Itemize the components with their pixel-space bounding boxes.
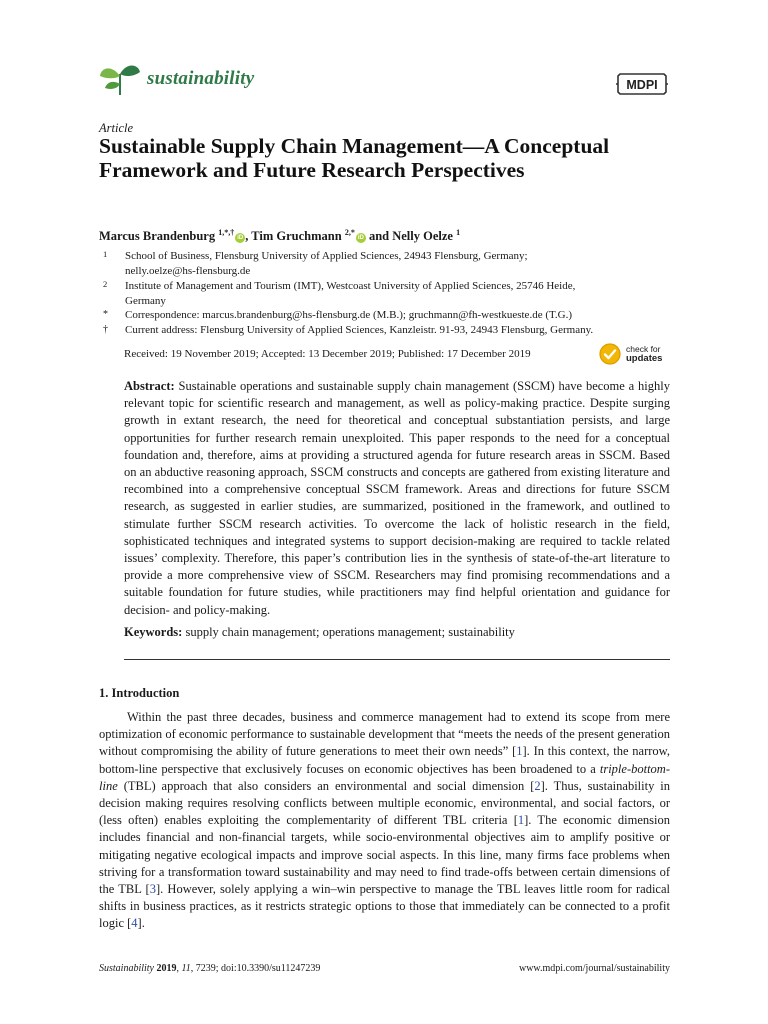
check-updates-icon — [599, 343, 621, 365]
author-list — [99, 228, 460, 244]
orcid-icon[interactable]: iD — [357, 235, 364, 241]
mdpi-logo-icon — [616, 72, 668, 96]
abstract-label: Abstract: — [124, 379, 175, 393]
abstract-text: Sustainable operations and sustainable supply chain management (SSCM) have become a highly relevant topic for scientific research and management, as well as policy-making practice. Despite surging growth in extant research, the need for theoretical and conceptual substantiation persists, and large opportunities for further research remain unexploited. This paper responds to the need for a conceptual foundation and, therefore, aims at providing a structured agenda for future research areas in SSCM. Based on an abductive reasoning approach, SSCM constructs and concepts are gathered from existing literature and recombined into a comprehensive conceptual SSCM framework. Areas and directions for future SSCM research, as suggested in earlier studies, are summarized, positioned in the framework, and outlined to stimulate further SSCM research activities. To overcome the lack of holistic research in the field, sophisticated techniques and integrated systems to support decision-making are required to tackle related issues’ complexity. Therefore, this paper’s contribution lies in the synthesis of state-of-the-art literature to provide a more comprehensive view of SSCM. Researchers may find promising recommendations and a suitable foundation for future studies, while practitioners may find helpful orientation and guidance for decision- and policy-making. — [124, 379, 670, 617]
check-for-updates-button[interactable] — [599, 342, 671, 366]
affiliation-text: Current address: Flensburg University of Applied Sciences, Kanzleistr. 91-93, 24943 Flensburg, Germany. — [125, 324, 594, 336]
affiliation-text: School of Business, Flensburg University of Applied Sciences, 24943 Flensburg, Germany; nelly.oelze@hs-flensburg.de — [125, 250, 528, 277]
paragraph-text: ]. In this context, the narrow, bottom-line perspective that exclusively focuses on economic objectives has been broadened to a — [99, 744, 670, 776]
author-name: Nelly Oelze — [392, 229, 453, 243]
affiliation-mark: † — [103, 324, 108, 335]
citation-link[interactable]: 1 — [516, 744, 523, 759]
citation-link[interactable]: 1 — [517, 813, 525, 828]
paragraph-text: ]. The economic dimension includes financial and non-financial targets, while socio-environmental objectives aim to amplify positive or mitigating negative ecological impacts and improve social aspects. In this line, many firms face problems when striving for a transformation toward sustainability and may need to find trade-offs between certain dimensions of the TBL [ — [99, 813, 670, 897]
article-type: Article — [99, 121, 134, 135]
introduction-paragraph — [99, 709, 670, 933]
author-affiliation-marks: 2,* — [344, 228, 355, 237]
publication-dates: Received: 19 November 2019; Accepted: 13 December 2019; Published: 17 December 2019 — [124, 348, 531, 360]
article-title: Sustainable Supply Chain Management—A Conceptual Framework and Future Research Perspectives — [99, 134, 610, 182]
footer-journal: Sustainability — [99, 963, 154, 974]
citation-footer: Sustainability 2019, 11, 7239; doi:10.3390/su11247239 — [99, 963, 321, 974]
paragraph-text: (TBL) approach that also considers an environmental and social dimension [ — [117, 778, 535, 793]
mdpi-logo-text: MDPI — [626, 78, 658, 92]
author-separator: and — [365, 229, 393, 243]
section-divider — [124, 659, 670, 660]
journal-url-link[interactable]: www.mdpi.com/journal/sustainability — [518, 963, 670, 974]
author-affiliation-marks: 1,*,† — [218, 228, 235, 237]
paragraph-text: ]. — [137, 916, 145, 931]
paragraph-text: Within the past three decades, business and commerce management had to extend its scope from mere optimization of economic performance to sustainable development that “meets the needs of the present generation without compromising the ability of future generations to meet their own needs” [ — [99, 710, 670, 759]
affiliation-text: Institute of Management and Tourism (IMT), Westcoast University of Applied Sciences, 25746 Heide, Germany — [125, 280, 576, 307]
leaf-logo-icon — [99, 62, 141, 96]
footer-doi: , 7239; doi:10.3390/su11247239 — [190, 963, 321, 974]
journal-name: sustainability — [147, 68, 255, 89]
footer-year: 2019 — [156, 963, 177, 974]
paragraph-text: ]. However, solely applying a win–win perspective to manage the TBL leaves little room for radical shifts in business practices, as it restricts strategic options to those that immediately can be connected to a profit logic [ — [99, 882, 670, 931]
affiliation-mark: 1 — [103, 249, 108, 259]
abstract — [124, 378, 670, 619]
keywords-label: Keywords: — [124, 625, 183, 639]
citation-link[interactable]: 3 — [149, 882, 156, 897]
orcid-icon[interactable]: iD — [237, 235, 244, 241]
keywords-text: supply chain management; operations management; sustainability — [185, 625, 515, 639]
footer-volume: 11 — [181, 963, 191, 974]
keywords — [124, 625, 670, 640]
affiliation-mark: * — [103, 309, 108, 320]
citation-link[interactable]: 2 — [534, 778, 541, 793]
author-separator: , — [245, 229, 252, 243]
check-updates-line1: check for — [626, 344, 661, 354]
author-name: Marcus Brandenburg — [99, 229, 216, 243]
affiliation-text: Correspondence: marcus.brandenburg@hs-flensburg.de (M.B.); gruchmann@fh-westkueste.de (T.G.) — [125, 309, 572, 321]
affiliation-mark: 2 — [103, 279, 108, 289]
author-name: Tim Gruchmann — [251, 229, 342, 243]
citation-link[interactable]: 4 — [131, 916, 138, 931]
emphasized-term: triple-bottom-line — [99, 761, 670, 793]
paragraph-text: ]. Thus, sustainability in decision making requires resolving conflicts between multiple economic, environmental, and social factors, or (less often) enables exploiting the complementarity of different TBL criteria [ — [99, 778, 670, 828]
section-heading: 1. Introduction — [99, 686, 180, 700]
author-affiliation-marks: 1 — [456, 228, 461, 237]
check-updates-line2: updates — [626, 353, 663, 364]
